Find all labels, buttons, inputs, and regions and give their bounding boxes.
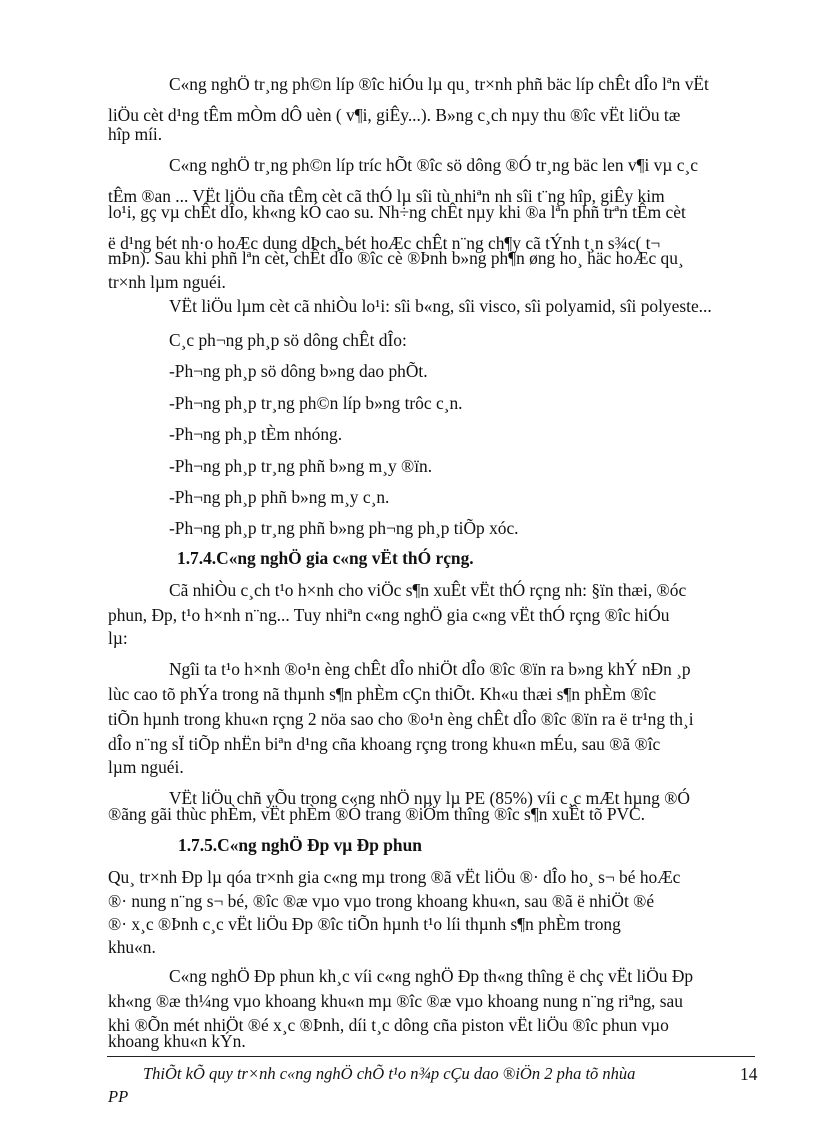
body-text-line: ë d¹ng bét nh·o hoÆc dung dÞch, bét hoÆc chÊt n¨ng ch¶y cã tÝnh t¸n s¾c( t¬ [108, 233, 661, 253]
body-text-line: tiÕn hµnh trong khu«n rçng 2 nöa sao cho ®o¹n èng chÊt dÎo ®îc ®ïn ra ë tr¹ng th¸i [108, 709, 694, 729]
method-list-item: -Ph¬ng ph¸p sö dông b»ng dao phÕt. [169, 361, 428, 381]
body-text-line: mÞn). Sau khi phñ lªn cèt, chÊt dÎo ®îc cè ®Þnh b»ng ph¶n øng ho¸ häc hoÆc qu¸ [108, 248, 684, 268]
page-number: 14 [740, 1064, 758, 1084]
method-list-item: -Ph¬ng ph¸p tÈm nhóng. [169, 424, 343, 444]
body-text-line: tr×nh lµm nguéi. [108, 272, 226, 292]
body-text-line: lo¹i, gç vµ chÊt dÎo, kh«ng kÓ cao su. Nh÷ng chÊt nµy khi ®a lªn phñ trªn tÊm cèt [108, 202, 686, 222]
body-text-line: khu«n. [108, 937, 156, 957]
body-text-line: Qu¸ tr×nh Ðp lµ qóa tr×nh gia c«ng mµ trong ®ã vËt liÖu ®· dÎo ho¸ s¬ bé hoÆc [108, 867, 681, 887]
section-heading: 1.7.5.C«ng nghÖ Ðp vµ Ðp phun [178, 835, 422, 855]
body-text-line: ®· x¸c ®Þnh c¸c vËt liÖu Ðp ®îc tiÕn hµnh t¹o líi thµnh s¶n phÈm trong [108, 914, 621, 934]
method-list-item: -Ph¬ng ph¸p tr¸ng phñ b»ng m¸y ®ïn. [169, 456, 433, 476]
method-list-item: -Ph¬ng ph¸p phñ b»ng m¸y c¸n. [169, 487, 390, 507]
method-list-item: -Ph¬ng ph¸p tr¸ng ph©n líp b»ng trôc c¸n. [169, 393, 463, 413]
body-text-line: C«ng nghÖ tr¸ng ph©n líp ®îc hiÓu lµ qu¸ tr×nh phñ bäc líp chÊt dÎo lªn vËt [169, 74, 709, 94]
body-text-line: ®· nung n¨ng s¬ bé, ®îc ®æ vµo vµo trong khoang khu«n, sau ®ã ë nhiÖt ®é [108, 891, 655, 911]
body-text-line: khi ®Õn mét nhiÖt ®é x¸c ®Þnh, díi t¸c dông cña piston vËt liÖu ®îc phun vµo [108, 1015, 669, 1035]
body-text-line: C¸c ph¬ng ph¸p sö dông chÊt dÎo: [169, 330, 407, 350]
body-text-line: VËt liÖu lµm cèt cã nhiÒu lo¹i: sîi b«ng, sîi visco, sîi polyamid, sîi polyeste... [169, 296, 712, 316]
body-text-line: hîp míi. [108, 124, 163, 144]
body-text-line: C«ng nghÖ Ðp phun kh¸c víi c«ng nghÖ Ðp th«ng thîng ë chç vËt liÖu Ðp [169, 966, 694, 986]
section-heading: 1.7.4.C«ng nghÖ gia c«ng vËt thÓ rçng. [177, 548, 474, 568]
method-list-item: -Ph¬ng ph¸p tr¸ng phñ b»ng ph¬ng ph¸p tiÕp xóc. [169, 518, 519, 538]
body-text-line: tÊm ®an ... VËt liÖu cña tÊm cèt cã thÓ lµ sîi tù nhiªn nh sîi t¨ng hîp, giÊy kim [108, 186, 665, 206]
body-text-line: liÖu cèt d¹ng tÊm mÒm dÔ uèn ( v¶i, giÊy...). B»ng c¸ch nµy thu ®îc vËt liÖu tæ [108, 105, 681, 125]
body-text-line: ®ãng gãi thùc phÈm, vËt phÈm ®Ó trang ®iÓm thîng ®îc s¶n xuÊt tõ PVC. [108, 804, 645, 824]
body-text-line: Cã nhiÒu c¸ch t¹o h×nh cho viÖc s¶n xuÊt vËt thÓ rçng nh: §ïn thæi, ®óc [169, 580, 687, 600]
body-text-line: kh«ng ®æ th¼ng vµo khoang khu«n mµ ®îc ®æ vµo khoang nung n¨ng riªng, sau [108, 991, 683, 1011]
body-text-line: VËt liÖu chñ yÕu trong c«ng nhÖ nµy lµ PE (85%) víi c¸c mÆt hµng ®Ó [169, 788, 690, 808]
footer-divider [107, 1056, 755, 1057]
body-text-line: khoang khu«n kÝn. [108, 1031, 246, 1051]
footer-title: ThiÕt kÕ quy tr×nh c«ng nghÖ chÕ t¹o n¾p cÇu dao ®iÖn 2 pha tõ nhùa [143, 1064, 636, 1083]
body-text-line: lùc cao tõ phÝa trong nã thµnh s¶n phÈm cÇn thiÕt. Kh«u thæi s¶n phÈm ®îc [108, 684, 657, 704]
body-text-line: dÎo n¨ng sÏ tiÕp nhËn biªn d¹ng cña khoang rçng trong khu«n mÉu, sau ®ã ®îc [108, 734, 661, 754]
body-text-line: lµm nguéi. [108, 757, 184, 777]
body-text-line: lµ: [108, 628, 128, 648]
body-text-line: phun, Ðp, t¹o h×nh n¨ng... Tuy nhiªn c«ng nghÖ gia c«ng vËt thÓ rçng ®îc hiÓu [108, 605, 670, 625]
footer-title-continued: PP [108, 1087, 129, 1106]
body-text-line: Ngîi ta t¹o h×nh ®o¹n èng chÊt dÎo nhiÖt dÎo ®îc ®ïn ra b»ng khÝ nÐn ¸p [169, 659, 691, 679]
body-text-line: C«ng nghÖ tr¸ng ph©n líp tríc hÕt ®îc sö dông ®Ó tr¸ng bäc len v¶i vµ c¸c [169, 155, 698, 175]
